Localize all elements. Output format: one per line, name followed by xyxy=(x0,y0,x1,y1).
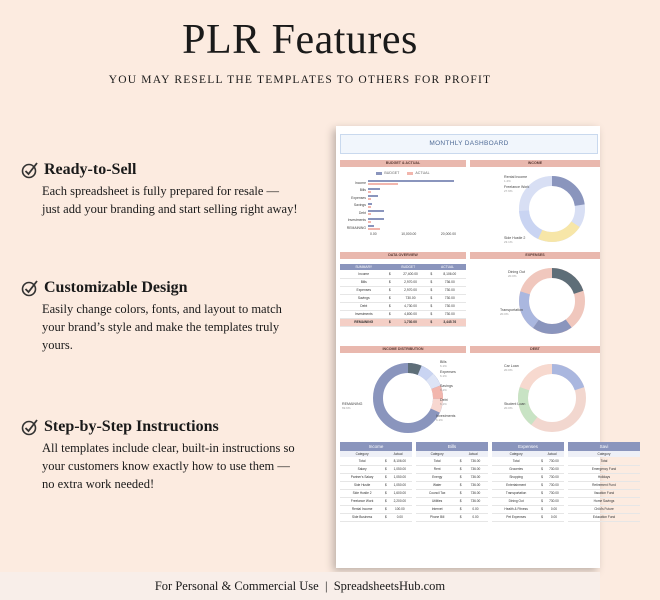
table-row xyxy=(340,489,412,497)
table-cell: 736.00 xyxy=(434,278,466,286)
table-cell: 730.00 xyxy=(434,310,466,318)
table-cell: 2,970.00 xyxy=(392,286,429,294)
table-cell: Emergency Fund xyxy=(568,465,640,473)
feature-description: All templates include clear, built-in instructions so your customers know exactly how to use them — no extra work needed! xyxy=(42,441,295,491)
bar-label: Bills xyxy=(359,188,366,193)
donut-label: REMAINING 69.6% xyxy=(342,402,363,410)
table-cell: $ xyxy=(385,475,387,479)
column-header: Category xyxy=(492,451,540,457)
table-row xyxy=(568,497,640,505)
table-cell: $ xyxy=(540,457,544,465)
table-cell: Shopping xyxy=(492,473,540,481)
data-overview-panel xyxy=(340,252,466,340)
table-cell: 0.00 xyxy=(388,513,412,521)
table-cell: $ xyxy=(541,515,543,519)
table-row xyxy=(492,457,564,465)
table-row xyxy=(416,473,488,481)
table-row xyxy=(568,489,640,497)
table-cell: 0.00 xyxy=(463,513,488,521)
bar-label: Investments xyxy=(347,218,366,223)
table-cell: 2,970.00 xyxy=(392,278,429,286)
table-cell: $ xyxy=(385,499,387,503)
table-cell: $ xyxy=(541,467,543,471)
table-cell: 1,600.00 xyxy=(388,489,412,497)
table-cell: $ xyxy=(388,280,391,284)
table-cell: Groceries xyxy=(492,465,540,473)
table-cell: $ xyxy=(384,457,387,465)
table-cell: 0.00 xyxy=(544,513,564,521)
expenses-donut xyxy=(516,264,596,338)
table-cell: $ xyxy=(429,270,434,278)
column-header: BUDGET xyxy=(387,264,429,270)
bar-actual xyxy=(368,183,398,185)
table-cell: $ xyxy=(541,499,543,503)
legend-actual: ACTUAL xyxy=(407,171,429,175)
page-title: PLR Features xyxy=(182,17,418,63)
table-cell: Rental Income xyxy=(340,505,384,513)
table-row xyxy=(340,278,466,286)
table-cell: 736.00 xyxy=(463,465,488,473)
column-header: Category xyxy=(340,451,384,457)
table-cell: Child's Future xyxy=(568,505,640,513)
feature-name: Customizable Design xyxy=(44,279,188,296)
tick-label: 20,000.00 xyxy=(440,231,456,236)
bar-label: Debt xyxy=(358,210,366,215)
table-cell: $ xyxy=(388,304,391,308)
table-cell: $ xyxy=(541,475,543,479)
feature-step-by-step-instructions xyxy=(20,417,300,493)
table-row xyxy=(340,457,412,465)
table-cell: $ xyxy=(385,467,387,471)
table-cell: Expenses xyxy=(340,286,387,294)
bar-actual xyxy=(368,191,371,193)
table-cell: Savings xyxy=(340,294,387,302)
feature-description: Each spreadsheet is fully prepared for resale — just add your branding and start selling right away! xyxy=(42,184,298,216)
table-cell: Total xyxy=(340,457,384,465)
table-cell: Side Hustle xyxy=(340,481,384,489)
table-cell: 1,050.00 xyxy=(388,465,412,473)
donut-label: Bills 6.1% xyxy=(440,360,447,368)
table-row xyxy=(340,465,412,473)
category-table-title: Expenses xyxy=(492,442,564,451)
bar-actual xyxy=(368,206,371,208)
table-cell: $ xyxy=(430,280,433,284)
table-row xyxy=(340,497,412,505)
table-cell: Retirement Fund xyxy=(568,481,640,489)
table-row xyxy=(340,286,466,294)
dashboard-preview xyxy=(336,126,617,568)
table-cell: $ xyxy=(459,507,462,511)
table-cell: 4,800.00 xyxy=(392,310,429,318)
feature-name: Step-by-Step Instructions xyxy=(44,418,219,435)
donut-label: Car Loan 20.0% xyxy=(504,364,519,372)
table-row xyxy=(340,310,466,318)
page-subtitle: YOU MAY RESELL THE TEMPLATES TO OTHERS FOR PROFIT xyxy=(108,74,492,86)
budget-actual-ticks xyxy=(370,232,456,236)
column-header: Actual xyxy=(384,451,412,457)
table-cell: $ xyxy=(387,270,392,278)
table-row xyxy=(340,505,412,513)
table-cell: 27,400.00 xyxy=(392,270,429,278)
table-cell: Pet Expenses xyxy=(492,513,540,521)
table-cell: Dining Out xyxy=(492,497,540,505)
footer-usage: For Personal & Commercial Use xyxy=(154,579,319,593)
data-overview-table xyxy=(340,264,466,327)
bar-actual xyxy=(368,213,371,215)
debt-donut xyxy=(516,358,596,438)
income-heading: INCOME xyxy=(470,160,600,167)
budget-actual-heading: BUDGET & ACTUAL xyxy=(340,160,466,167)
table-cell: 730.00 xyxy=(544,497,564,505)
table-row xyxy=(340,481,412,489)
table-cell: $ xyxy=(430,312,433,316)
table-row xyxy=(568,513,640,521)
table-row xyxy=(340,473,412,481)
table-cell: $ xyxy=(458,457,463,465)
column-header: Actual xyxy=(540,451,564,457)
donut-label: Investments 6.1% xyxy=(436,414,456,422)
category-tables xyxy=(340,442,660,522)
table-cell: Income xyxy=(340,270,387,278)
table-row xyxy=(340,302,466,310)
donut-label: Dining Out 20.0% xyxy=(508,270,525,278)
table-row xyxy=(568,473,640,481)
column-header: ACTUAL xyxy=(429,264,466,270)
tick-label: 0.00 xyxy=(370,231,377,236)
table-cell: Health & Fitness xyxy=(492,505,540,513)
bar-row xyxy=(340,187,466,195)
table-cell: $ xyxy=(459,515,462,519)
donut-label: Freelance Work 27.9% xyxy=(504,185,530,193)
table-cell: 730.00 xyxy=(544,473,564,481)
table-cell: Side Business xyxy=(340,513,384,521)
check-circle-icon xyxy=(20,160,40,180)
table-row xyxy=(492,513,564,521)
tick-label: 10,000.00 xyxy=(401,231,417,236)
bar-label: REMAINING xyxy=(346,225,366,230)
bar-actual xyxy=(368,221,371,223)
table-cell: $ xyxy=(459,475,462,479)
table-row xyxy=(492,505,564,513)
table-cell: $ xyxy=(388,312,391,316)
table-row xyxy=(416,457,488,465)
table-cell: $ xyxy=(430,304,433,308)
category-table xyxy=(492,442,564,522)
table-cell: 1,730.00 xyxy=(392,318,429,326)
table-row xyxy=(340,270,466,278)
bar-row xyxy=(340,179,466,187)
debt-heading: DEBT xyxy=(470,346,600,353)
donut-label: Student Loan 20.0% xyxy=(504,402,526,410)
table-row xyxy=(568,465,640,473)
income-distribution-donut xyxy=(368,358,448,438)
legend-budget: BUDGET xyxy=(376,171,399,175)
donut-label: Rental Income 1.2% xyxy=(504,175,528,183)
feature-description: Easily change colors, fonts, and layout to match your brand’s style and make the templates truly yours. xyxy=(42,302,282,352)
budget-actual-legend xyxy=(340,171,466,175)
data-overview-heading: DATA OVERVIEW xyxy=(340,252,466,259)
table-row xyxy=(416,481,488,489)
table-cell: 1,050.00 xyxy=(388,473,412,481)
table-cell: Holidays xyxy=(568,473,640,481)
table-cell: $ xyxy=(459,467,462,471)
feature-customizable-design xyxy=(20,278,300,354)
table-cell: REMAINING xyxy=(340,318,387,326)
table-cell: $ xyxy=(385,507,387,511)
category-table-title: Bills xyxy=(416,442,488,451)
category-table-title: Savi xyxy=(568,442,640,451)
table-cell: $ xyxy=(388,296,391,300)
table-cell: 1,050.00 xyxy=(388,481,412,489)
table-cell: 0.00 xyxy=(463,505,488,513)
table-cell: Water xyxy=(416,481,458,489)
check-circle-icon xyxy=(20,417,40,437)
bar-row xyxy=(340,194,466,202)
donut-label: Debt 6.1% xyxy=(440,398,448,406)
table-cell: Rent xyxy=(416,465,458,473)
table-cell: 730.00 xyxy=(544,457,564,465)
table-cell: 736.00 xyxy=(463,473,488,481)
table-cell: $ xyxy=(459,491,462,495)
table-cell: $ xyxy=(385,483,387,487)
table-row xyxy=(416,489,488,497)
column-header: Category xyxy=(568,451,640,457)
expenses-panel xyxy=(470,252,600,340)
table-cell: Education Fund xyxy=(568,513,640,521)
table-cell: 736.00 xyxy=(463,497,488,505)
table-cell: $ xyxy=(541,491,543,495)
table-cell: Transportation xyxy=(492,489,540,497)
table-cell: 8,106.00 xyxy=(388,457,412,465)
table-cell: Side Hustle 2 xyxy=(340,489,384,497)
debt-panel xyxy=(470,346,600,442)
table-cell: Phone Bill xyxy=(416,513,458,521)
table-cell: Internet xyxy=(416,505,458,513)
dashboard-title: MONTHLY DASHBOARD xyxy=(340,134,598,154)
table-cell: Salary xyxy=(340,465,384,473)
table-cell: Freelance Work xyxy=(340,497,384,505)
table-cell: 730.00 xyxy=(434,302,466,310)
footer xyxy=(0,572,600,600)
bar-actual xyxy=(368,228,380,230)
category-table xyxy=(340,442,412,522)
bar-row xyxy=(340,217,466,225)
table-row xyxy=(568,505,640,513)
table-row xyxy=(416,513,488,521)
footer-site: SpreadsheetsHub.com xyxy=(333,579,446,593)
table-cell: 2,200.00 xyxy=(388,497,412,505)
income-panel xyxy=(470,160,600,248)
table-cell: $ xyxy=(430,296,433,300)
table-cell: Total xyxy=(492,457,540,465)
table-cell: Total xyxy=(568,457,640,465)
category-table xyxy=(416,442,488,522)
table-row xyxy=(492,497,564,505)
table-cell: $ xyxy=(385,491,387,495)
income-distribution-heading: INCOME DISTRIBUTION xyxy=(340,346,466,353)
table-row xyxy=(492,489,564,497)
table-cell: Partner's Salary xyxy=(340,473,384,481)
bar-row xyxy=(340,202,466,210)
budget-actual-panel xyxy=(340,160,466,248)
budget-actual-bars xyxy=(340,179,466,232)
column-header: Category xyxy=(416,451,458,457)
table-cell: Energy xyxy=(416,473,458,481)
bar-label: Savings xyxy=(353,203,366,208)
table-cell: 730.00 xyxy=(392,294,429,302)
table-cell: 736.00 xyxy=(463,457,488,465)
table-row xyxy=(492,465,564,473)
donut-label: Transportation 20.0% xyxy=(500,308,524,316)
table-cell: Vacation Fund xyxy=(568,489,640,497)
bar-row xyxy=(340,209,466,217)
table-cell: $ xyxy=(430,320,433,324)
table-cell: 4,730.00 xyxy=(392,302,429,310)
table-cell: 730.00 xyxy=(544,489,564,497)
footer-separator: | xyxy=(324,579,328,593)
table-cell: 730.00 xyxy=(544,481,564,489)
table-cell: Home Savings xyxy=(568,497,640,505)
table-cell: Total xyxy=(416,457,458,465)
table-row xyxy=(340,513,412,521)
bar-row xyxy=(340,224,466,232)
table-cell: Debt xyxy=(340,302,387,310)
table-row xyxy=(492,481,564,489)
table-cell: Investments xyxy=(340,310,387,318)
table-cell: $ xyxy=(388,320,391,324)
donut-label: Side Hustle 2 23.1% xyxy=(504,236,526,244)
donut-label: Expenses 6.1% xyxy=(440,370,456,378)
table-cell: 736.00 xyxy=(463,481,488,489)
table-cell: Bills xyxy=(340,278,387,286)
table-row xyxy=(340,318,466,326)
check-circle-icon xyxy=(20,278,40,298)
table-row xyxy=(416,505,488,513)
bar-actual xyxy=(368,198,371,200)
column-header: Actual xyxy=(458,451,488,457)
feature-ready-to-sell xyxy=(20,160,300,218)
income-distribution-panel xyxy=(340,346,466,442)
table-cell: $ xyxy=(459,483,462,487)
table-cell: 8,106.00 xyxy=(434,270,466,278)
table-cell: $ xyxy=(541,483,543,487)
table-row xyxy=(416,497,488,505)
table-row xyxy=(340,294,466,302)
donut-label: Savings 6.1% xyxy=(440,384,453,392)
table-cell: $ xyxy=(430,288,433,292)
table-cell: $ xyxy=(459,499,462,503)
income-donut xyxy=(516,172,596,246)
bar-label: Income xyxy=(354,180,366,185)
table-cell: 730.00 xyxy=(434,286,466,294)
table-cell: 0.00 xyxy=(544,505,564,513)
feature-name: Ready-to-Sell xyxy=(44,161,137,178)
table-cell: $ xyxy=(541,507,543,511)
table-cell: Council Tax xyxy=(416,489,458,497)
table-cell: $ xyxy=(388,288,391,292)
bar-label: Expenses xyxy=(351,195,366,200)
column-header: SUMMARY xyxy=(340,264,387,270)
table-cell: 730.00 xyxy=(434,294,466,302)
table-row xyxy=(492,473,564,481)
table-row xyxy=(416,465,488,473)
table-cell: Utilities xyxy=(416,497,458,505)
category-table xyxy=(568,442,640,522)
category-table-title: Income xyxy=(340,442,412,451)
table-row xyxy=(568,457,640,465)
expenses-heading: EXPENSES xyxy=(470,252,600,259)
table-cell: 736.00 xyxy=(463,489,488,497)
table-cell: Entertainment xyxy=(492,481,540,489)
table-cell: 100.00 xyxy=(388,505,412,513)
table-row xyxy=(568,481,640,489)
table-cell: $ xyxy=(385,515,387,519)
table-cell: 3,445.76 xyxy=(434,318,466,326)
table-cell: 730.00 xyxy=(544,465,564,473)
